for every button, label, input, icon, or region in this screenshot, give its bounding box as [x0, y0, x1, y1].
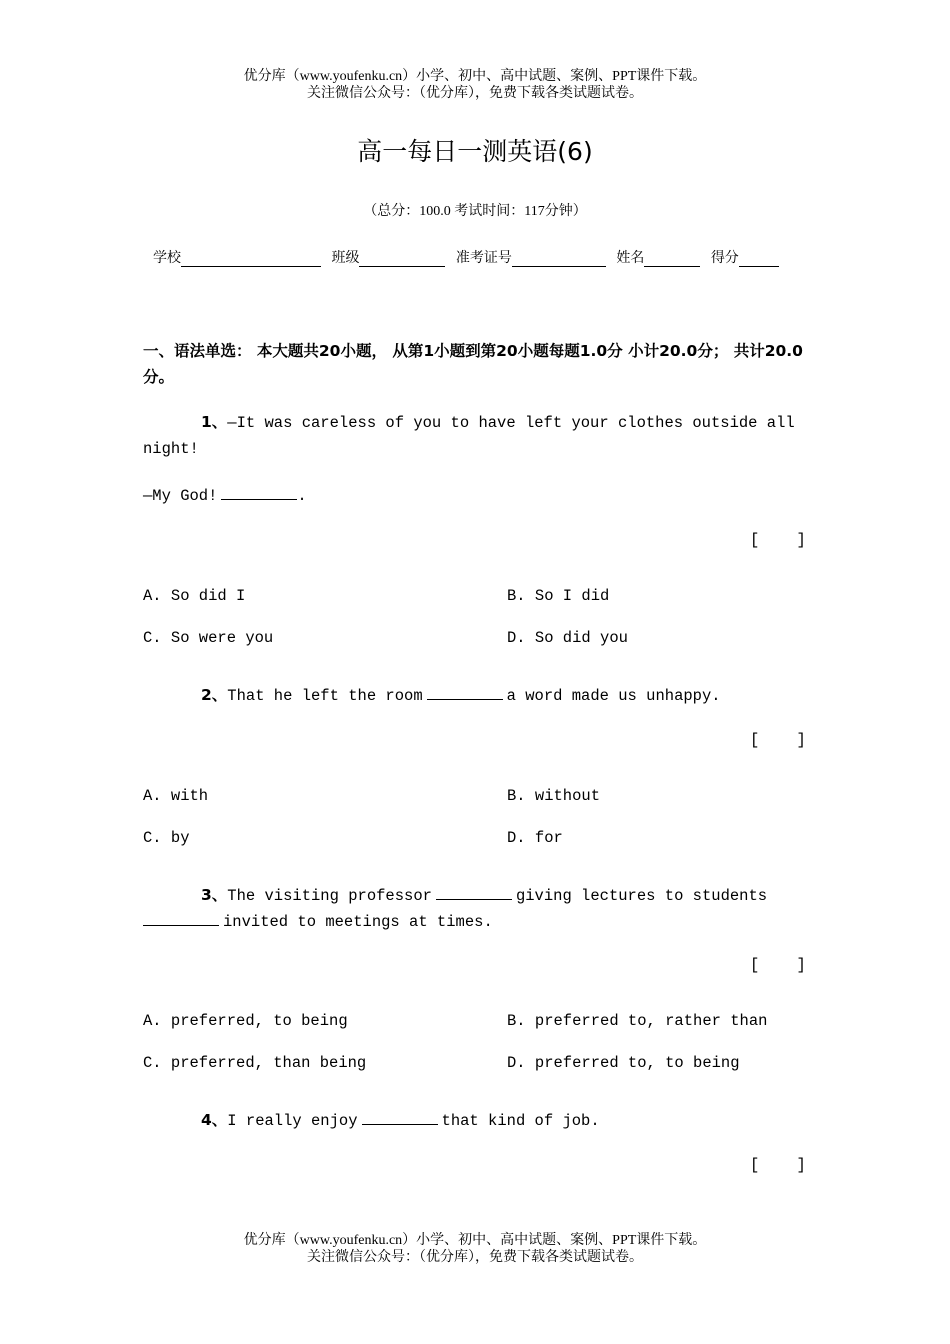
question-1 — [143, 410, 803, 462]
option-c[interactable]: C. So were you — [143, 629, 274, 647]
answer-blank[interactable] — [221, 485, 297, 500]
option-a[interactable]: A. with — [143, 787, 209, 805]
option-d[interactable]: D. preferred to, to being — [507, 1054, 740, 1072]
question-text: I really enjoy — [227, 1112, 358, 1130]
footer-line-2: 关注微信公众号：（优分库），免费下载各类试题试卷。 — [307, 1250, 643, 1265]
option-b[interactable]: B. preferred to, rather than — [507, 1012, 768, 1030]
field-name[interactable]: 姓名 — [616, 247, 700, 267]
field-class[interactable]: 班级 — [331, 247, 445, 267]
answer-blank[interactable] — [436, 885, 512, 900]
option-a[interactable]: A. preferred, to being — [143, 1012, 348, 1030]
question-number: 3、 — [201, 886, 228, 904]
option-d[interactable]: D. So did you — [507, 629, 628, 647]
question-text: That he left the room — [227, 687, 423, 705]
question-1-reply: —My God! . — [143, 487, 307, 505]
footer-line-1: 优分库（www.youfenku.cn）小学、初中、高中试题、案例、PPT课件下载。 — [243, 1233, 707, 1248]
question-text: —It was careless of you to have left your clothes outside all night! — [143, 414, 795, 458]
option-c[interactable]: C. preferred, than being — [143, 1054, 367, 1072]
question-number: 4、 — [201, 1111, 228, 1129]
question-text: invited to meetings at times. — [223, 913, 493, 931]
question-2 — [143, 683, 803, 709]
answer-bracket[interactable]: [ ] — [750, 531, 806, 549]
page-footer — [0, 1232, 950, 1266]
header-line-2: 关注微信公众号：（优分库），免费下载各类试题试卷。 — [307, 86, 643, 101]
answer-blank[interactable] — [143, 911, 219, 926]
section-heading: 一、语法单选： 本大题共20小题， 从第1小题到第20小题每题1.0分 小计20.0分； 共计20.0分。 — [143, 342, 803, 386]
question-3 — [143, 883, 808, 935]
question-4 — [143, 1108, 803, 1134]
answer-blank[interactable] — [362, 1110, 438, 1125]
page-title: 高一每日一测英语(6) — [357, 137, 593, 166]
option-c[interactable]: C. by — [143, 829, 190, 847]
option-b[interactable]: B. So I did — [507, 587, 610, 605]
question-text: giving lectures to students — [515, 887, 768, 905]
question-text: a word made us unhappy. — [506, 687, 721, 705]
answer-bracket[interactable]: [ ] — [750, 731, 806, 749]
option-a[interactable]: A. So did I — [143, 587, 246, 605]
header-line-1: 优分库（www.youfenku.cn）小学、初中、高中试题、案例、PPT课件下载。 — [243, 69, 707, 84]
answer-bracket[interactable]: [ ] — [750, 956, 806, 974]
field-exam-number[interactable]: 准考证号 — [456, 247, 606, 267]
exam-meta: （总分：100.0 考试时间：117分钟） — [363, 204, 587, 219]
page-header — [0, 68, 950, 102]
option-d[interactable]: D. for — [507, 829, 563, 847]
question-text: that kind of job. — [441, 1112, 600, 1130]
question-number: 2、 — [201, 686, 228, 704]
field-score[interactable]: 得分 — [711, 247, 779, 267]
student-info-fields — [153, 247, 853, 267]
field-school[interactable]: 学校 — [153, 247, 321, 267]
reply-text: —My God! — [143, 487, 218, 505]
question-number: 1、 — [201, 413, 228, 431]
question-text: The visiting professor — [227, 887, 432, 905]
answer-blank[interactable] — [427, 685, 503, 700]
answer-bracket[interactable]: [ ] — [750, 1156, 806, 1174]
option-b[interactable]: B. without — [507, 787, 601, 805]
